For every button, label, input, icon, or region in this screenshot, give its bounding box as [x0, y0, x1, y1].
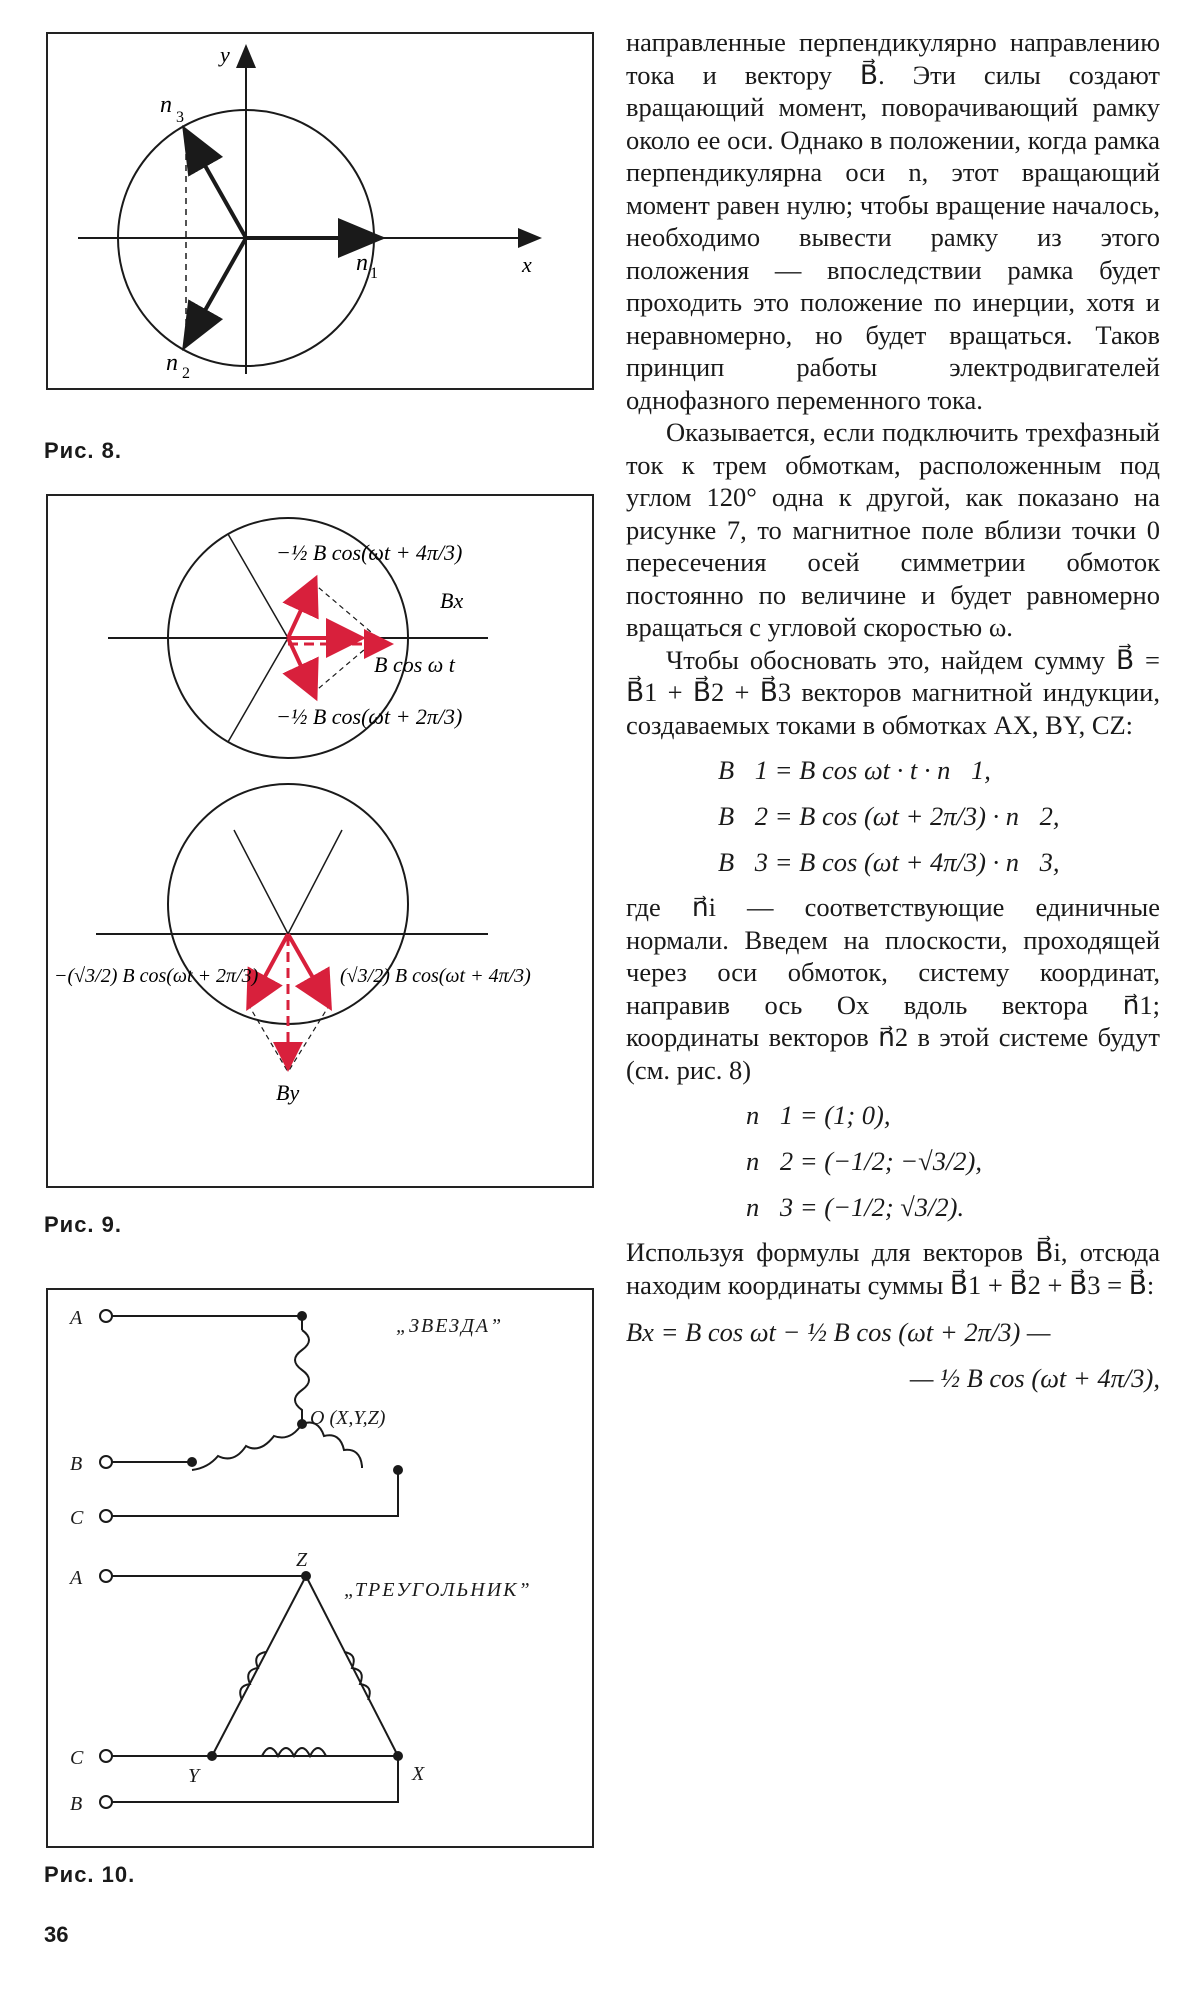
- delta-label-C: C: [70, 1747, 84, 1769]
- figure-9: [46, 494, 594, 1188]
- n2-sub: 2: [182, 365, 190, 382]
- figure-10: [46, 1288, 594, 1848]
- fig9-bottom-dash-2: [288, 1004, 330, 1072]
- text-column: [626, 26, 1160, 1401]
- n3-vector: [186, 132, 246, 238]
- fig9-top-vec-lower: [288, 638, 314, 694]
- y-label: y: [220, 42, 230, 67]
- fig9-label-lower: −½ B cos(ωt + 2π/3): [276, 704, 463, 729]
- equation-b1: B⃗1 = B cos ωt · t · n⃗1,: [718, 754, 991, 785]
- fig9-label-upper: −½ B cos(ωt + 4π/3): [276, 540, 463, 565]
- delta-label-Z: Z: [296, 1549, 308, 1571]
- figure-8: [46, 32, 594, 390]
- terminal-C-delta: [100, 1750, 112, 1762]
- star-title: „ЗВЕЗДА”: [396, 1315, 504, 1337]
- equation-bx: [626, 1309, 1160, 1401]
- fig9-bottom-vec-right: [288, 934, 328, 1004]
- terminal-C-star: [100, 1510, 112, 1522]
- equations-n: [746, 1092, 1160, 1230]
- fig9-label-by: By: [276, 1080, 300, 1105]
- paragraph-3: Чтобы обосновать это, найдем сумму B⃗ = B⃗1 + B⃗2 + B⃗3 векторов магнитной индукции, создаваемых токами в обмотках AX, BY, CZ:: [626, 644, 1160, 740]
- star-label-A: A: [70, 1307, 83, 1329]
- delta-label-X: X: [412, 1763, 425, 1785]
- fig9-label-bx: Bx: [440, 588, 464, 613]
- n2-vector: [186, 238, 246, 344]
- delta-label-B: B: [70, 1793, 83, 1815]
- paragraph-4: где n⃗i — соответствующие единичные нормали. Введем на плоскости, проходящей через оси обмоток, систему координат, направив ось Ox вдоль вектора n⃗1; координаты векторов n⃗2 в этой системе будут (см. рис. 8): [626, 892, 1160, 1085]
- fig9-label-right: (√3/2) B cos(ωt + 4π/3): [340, 965, 531, 987]
- fig9-label-bcos: B cos ω t: [374, 652, 455, 677]
- terminal-A-delta: [100, 1570, 112, 1582]
- fig9-top-vec-upper: [288, 582, 314, 638]
- n1-label: n: [356, 250, 368, 276]
- figure-8-caption: Рис. 8.: [44, 438, 123, 463]
- figure-10-diagram: [48, 1290, 592, 1846]
- fig9-bottom-spoke-b: [288, 830, 342, 934]
- equation-n1: n⃗1 = (1; 0),: [746, 1099, 891, 1130]
- wire-C-star: [112, 1470, 398, 1516]
- page-number: 36: [44, 1922, 69, 1947]
- star-label-C: C: [70, 1507, 84, 1529]
- delta-label-Y: Y: [188, 1765, 200, 1787]
- equation-bx-line2: — ½ B cos (ωt + 4π/3),: [909, 1362, 1160, 1393]
- fig9-top-dash-2: [312, 638, 378, 694]
- fig9-top: [108, 518, 488, 758]
- equation-b3: B⃗3 = B cos (ωt + 4π/3) · n⃗3,: [718, 846, 1060, 877]
- coil-star-left: [192, 1424, 302, 1470]
- figure-10-caption: Рис. 10.: [44, 1862, 136, 1887]
- coil-delta-bottom: [262, 1748, 326, 1756]
- figure-9-diagram: [48, 496, 592, 1186]
- star-label-B: B: [70, 1453, 83, 1475]
- figure-8-diagram: [48, 34, 592, 388]
- fig9-bottom-spoke-a: [234, 830, 288, 934]
- n1-sub: 1: [370, 265, 378, 282]
- delta-left-edge: [212, 1576, 306, 1756]
- paragraph-5: Используя формулы для векторов B⃗i, отсюда находим координаты суммы B⃗1 + B⃗2 + B⃗3 = B⃗:: [626, 1237, 1160, 1300]
- terminal-B-delta: [100, 1796, 112, 1808]
- equations-b: [718, 747, 1160, 885]
- terminal-A-star: [100, 1310, 112, 1322]
- n3-sub: 3: [176, 109, 184, 126]
- fig9-bottom: [54, 784, 531, 1105]
- equation-n2: n⃗2 = (−1/2; −√3/2),: [746, 1145, 983, 1176]
- paragraph-1: направленные перпендикулярно направлению тока и вектору B⃗. Эти силы создают вращающий момент, поворачивающий рамку около ее оси. Однако в положении, когда рамка перпендикулярна оси n, этот вращающий момент равен нулю; чтобы вращение началось, необходимо вывести рамку из этого положения — впоследствии рамка будет проходить это положение по инерции, хотя и неравномерно, но будет вращаться. Таков принцип работы электродвигателей однофазного переменного тока.: [626, 27, 1160, 415]
- wire-B-delta: [112, 1756, 398, 1802]
- fig9-bottom-dash-1: [248, 1004, 288, 1072]
- fig9-label-left: −(√3/2) B cos(ωt + 2π/3): [54, 965, 259, 987]
- n3-label: n: [160, 92, 172, 118]
- n2-label: n: [166, 350, 178, 376]
- delta-title: „ТРЕУГОЛЬНИК”: [344, 1579, 532, 1601]
- x-label: x: [522, 252, 532, 277]
- delta-label-A: A: [70, 1567, 83, 1589]
- figure-9-caption: Рис. 9.: [44, 1212, 123, 1237]
- coil-star-top: [295, 1330, 309, 1424]
- equation-n3: n⃗3 = (−1/2; √3/2).: [746, 1191, 965, 1222]
- equation-b2: B⃗2 = B cos (ωt + 2π/3) · n⃗2,: [718, 800, 1060, 831]
- coil-star-right: [302, 1423, 362, 1469]
- star-center-label: O (X,Y,Z): [310, 1407, 386, 1429]
- equation-bx-line1: Bx = B cos ωt − ½ B cos (ωt + 2π/3) —: [626, 1316, 1051, 1347]
- fig9-top-dash-1: [312, 582, 378, 638]
- wire-A-star: [112, 1316, 302, 1330]
- paragraph-2: Оказывается, если подключить трехфазный ток к трем обмоткам, расположенным под углом 120° одна к другой, как показано на рисунке 7, то магнитное поле вблизи точки 0 пересечения осей симметрии обмоток постоянно по величине и будет равномерно вращаться с угловой скоростью ω.: [626, 417, 1160, 642]
- terminal-B-star: [100, 1456, 112, 1468]
